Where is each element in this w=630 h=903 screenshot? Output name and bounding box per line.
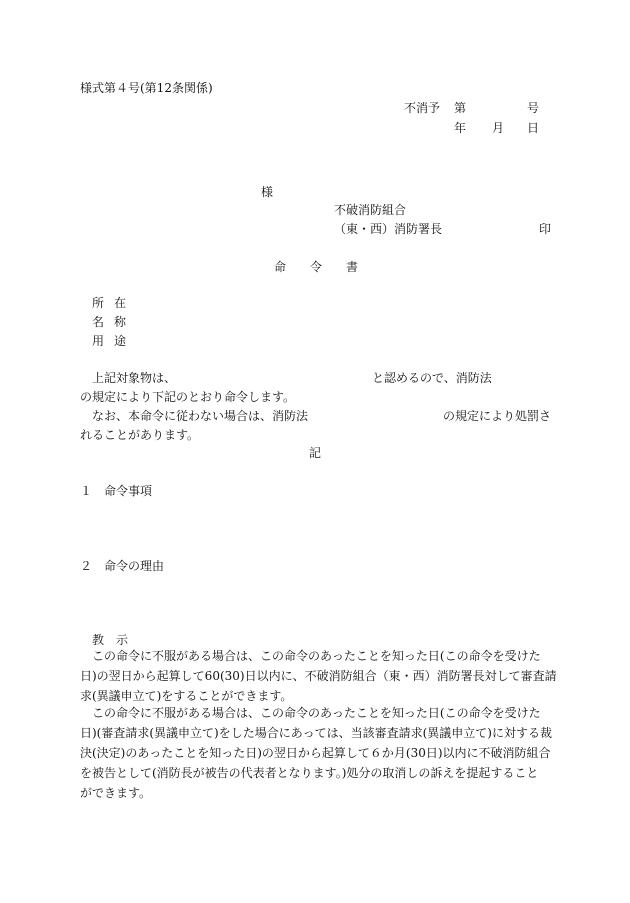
instruction-p1-line-2: 日)の翌日から起算して60(30)日以内に、不破消防組合（東・西）消防署長対して審査請: [80, 669, 557, 683]
body-line-3-end: の規定により処罰さ: [443, 409, 552, 423]
use-label: [92, 335, 126, 347]
body-line-1-end: と認めるので、消防法: [372, 371, 492, 385]
document-number-dai: 第: [454, 101, 467, 115]
addressee-sama: 様: [261, 185, 274, 199]
issuer-organization: 不破消防組合: [334, 203, 407, 217]
issuer-station-title: （東・西）消防署長: [334, 222, 443, 236]
instruction-paragraph-1: [80, 646, 555, 706]
instruction-p1-line-1: この命令に不服がある場合は、この命令のあったことを知った日(この命令を受けた: [92, 649, 541, 663]
location-label: [92, 297, 126, 309]
use-label-char-1: 用: [92, 334, 105, 348]
name-label-char-2: 称: [114, 315, 127, 329]
instruction-p2-line-2: 日)(審査請求(異議申立て)をした場合にあっては、当該審査請求(異議申立て)に対する裁: [80, 726, 552, 740]
item-1-order-matters: １ 命令事項: [80, 484, 153, 498]
title-char-2: 令: [310, 260, 323, 274]
ki-mark: 記: [309, 446, 322, 460]
body-line-4: れることがあります。: [80, 428, 200, 442]
location-label-char-1: 所: [92, 296, 105, 310]
name-label-char-1: 名: [92, 315, 105, 329]
title-char-3: 書: [346, 260, 359, 274]
document-number-prefix: 不消予: [404, 101, 441, 115]
instruction-paragraph-2: [80, 703, 555, 803]
instruction-p2-line-1: この命令に不服がある場合は、この命令のあったことを知った日(この命令を受けた: [92, 706, 541, 720]
use-label-char-2: 途: [114, 334, 127, 348]
seal-mark: 印: [539, 222, 552, 236]
title-char-1: 命: [274, 260, 287, 274]
body-line-1-start: 上記対象物は、: [92, 371, 177, 385]
date-day: 日: [527, 121, 540, 135]
name-label: [92, 316, 126, 328]
instruction-p2-line-3: 決(決定)のあったことを知った日)の翌日から起算して６か月(30日)以内に不破消防組合: [80, 746, 551, 760]
location-label-char-2: 在: [114, 296, 127, 310]
instruction-p1-line-3: 求(異議申立て)をすることができます。: [80, 689, 293, 703]
instruction-p2-line-5: ができます。: [80, 786, 152, 800]
date-month: 月: [492, 121, 505, 135]
form-label: 様式第４号(第12条関係): [80, 81, 213, 95]
instruction-title: 教 示: [92, 633, 129, 647]
document-number-go: 号: [527, 101, 540, 115]
body-line-3-start: なお、本命令に従わない場合は、消防法: [92, 409, 309, 423]
item-2-order-reason: ２ 命令の理由: [80, 559, 165, 573]
instruction-p2-line-4: を被告として(消防長が被告の代表者となります。)処分の取消しの訴えを提起すること: [80, 766, 539, 780]
body-line-2: の規定により下記のとおり命令します。: [80, 390, 296, 404]
date-year: 年: [454, 121, 467, 135]
